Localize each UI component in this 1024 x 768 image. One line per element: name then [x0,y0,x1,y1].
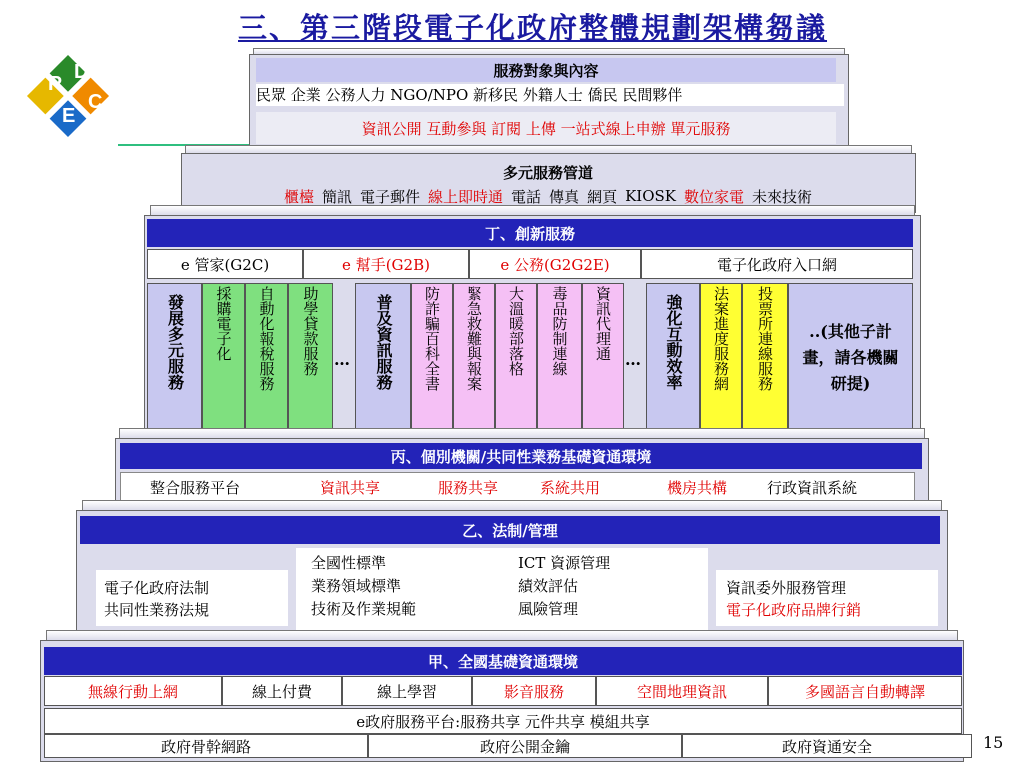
yi-header: 乙、法制/管理 [80,516,940,544]
jia-row1-item: 多國語言自動轉譯 [768,676,962,706]
column-tax: 自動化報稅服務 [245,283,288,433]
logo-letter-r: R [48,73,63,95]
bing-header: 丙、個別機關/共同性業務基礎資通環境 [120,443,922,469]
column-interaction-efficiency: 強化互動效率 [646,283,700,433]
yi-mid1-item: 業務領域標準 [311,577,402,595]
channel-item: 櫃檯 [283,187,314,206]
page-number: 15 [983,733,1004,752]
column-diverse-services: 發展多元服務 [147,283,202,433]
innovation-g2g2e: e 公務(G2G2E) [469,249,641,279]
logo-letter-c: C [88,91,103,113]
channels-header: 多元服務管道 [502,163,593,182]
jia-platform: e政府服務平台:服務共享 元件共享 模組共享 [44,708,962,734]
channel-item: KIOSK [625,187,676,205]
innovation-g2b: e 幫手(G2B) [303,249,469,279]
channel-item: 傳真 [549,187,580,206]
service-objects-header: 服務對象與內容 [256,58,836,82]
jia-row3-item: 政府公開金鑰 [368,734,682,758]
column-polling-station: 投票所連線服務 [742,283,788,433]
rdec-logo [18,50,118,140]
channel-item: 網頁 [587,187,618,206]
column-other-projects: ..(其他子計畫，請各機關研提) [788,283,913,433]
service-contents: 資訊公開 互動參與 訂閱 上傳 一站式線上申辦 單元服務 [256,112,836,144]
yi-mid1-item: 技術及作業規範 [311,600,417,618]
jia-header: 甲、全國基礎資通環境 [44,647,962,675]
column-student-loan: 助學貸款服務 [288,283,333,433]
yi-mid1-item: 全國性標準 [311,554,387,572]
yi-right-item: 電子化政府品牌行銷 [726,601,862,619]
channel-item: 未來技術 [752,187,813,206]
yi-mid2-item: ICT 資源管理 [518,554,611,572]
yi-mid2-item: 風險管理 [518,600,579,618]
innovation-portal: 電子化政府入口網 [641,249,913,279]
column-blog: 大溫暖部落格 [495,283,537,433]
bing-item: 機房共構 [667,479,728,497]
bing-item: 系統共用 [540,479,601,497]
column-drug-control: 毒品防制連線 [537,283,582,433]
page-title: 三、第三階段電子化政府整體規劃架構芻議 [238,11,828,45]
ellipsis: … [625,350,641,369]
bing-item: 行政資訊系統 [767,479,858,497]
column-emergency: 緊急救難與報案 [453,283,495,433]
column-procurement: 採購電子化 [202,283,245,433]
yi-right-item: 資訊委外服務管理 [726,579,847,597]
yi-left-item: 共同性業務法規 [104,601,210,619]
innovation-header: 丁、創新服務 [147,219,913,247]
column-bill-progress: 法案進度服務網 [700,283,742,433]
yi-left-item: 電子化政府法制 [104,579,210,597]
jia-row1-item: 空間地理資訊 [596,676,768,706]
jia-row3-item: 政府骨幹網路 [44,734,368,758]
column-info-agent: 資訊代理通 [582,283,624,433]
channel-item: 簡訊 [321,187,352,206]
jia-row1-item: 線上付費 [222,676,342,706]
jia-row1-item: 影音服務 [472,676,596,706]
ellipsis: … [334,350,350,369]
jia-row1-item: 線上學習 [342,676,472,706]
channel-item: 數位家電 [684,187,745,206]
service-targets: 民眾 企業 公務人力 NGO/NPO 新移民 外籍人士 僑民 民間夥伴 [256,84,844,106]
logo-letter-e: E [62,105,76,127]
yi-mid2-item: 績效評估 [518,577,579,595]
jia-row3-item: 政府資通安全 [682,734,972,758]
bing-item: 服務共享 [438,479,499,497]
logo-letter-d: D [74,61,89,83]
channel-item: 電話 [511,187,542,206]
column-anti-fraud: 防詐騙百科全書 [411,283,453,433]
channel-item: 線上即時通 [428,187,504,206]
bing-item: 資訊共享 [320,479,381,497]
channel-item: 電子郵件 [360,187,421,206]
jia-row1-item: 無線行動上網 [44,676,222,706]
column-info-access: 普及資訊服務 [355,283,411,433]
bing-item: 整合服務平台 [150,479,241,497]
innovation-g2c: e 管家(G2C) [147,249,303,279]
